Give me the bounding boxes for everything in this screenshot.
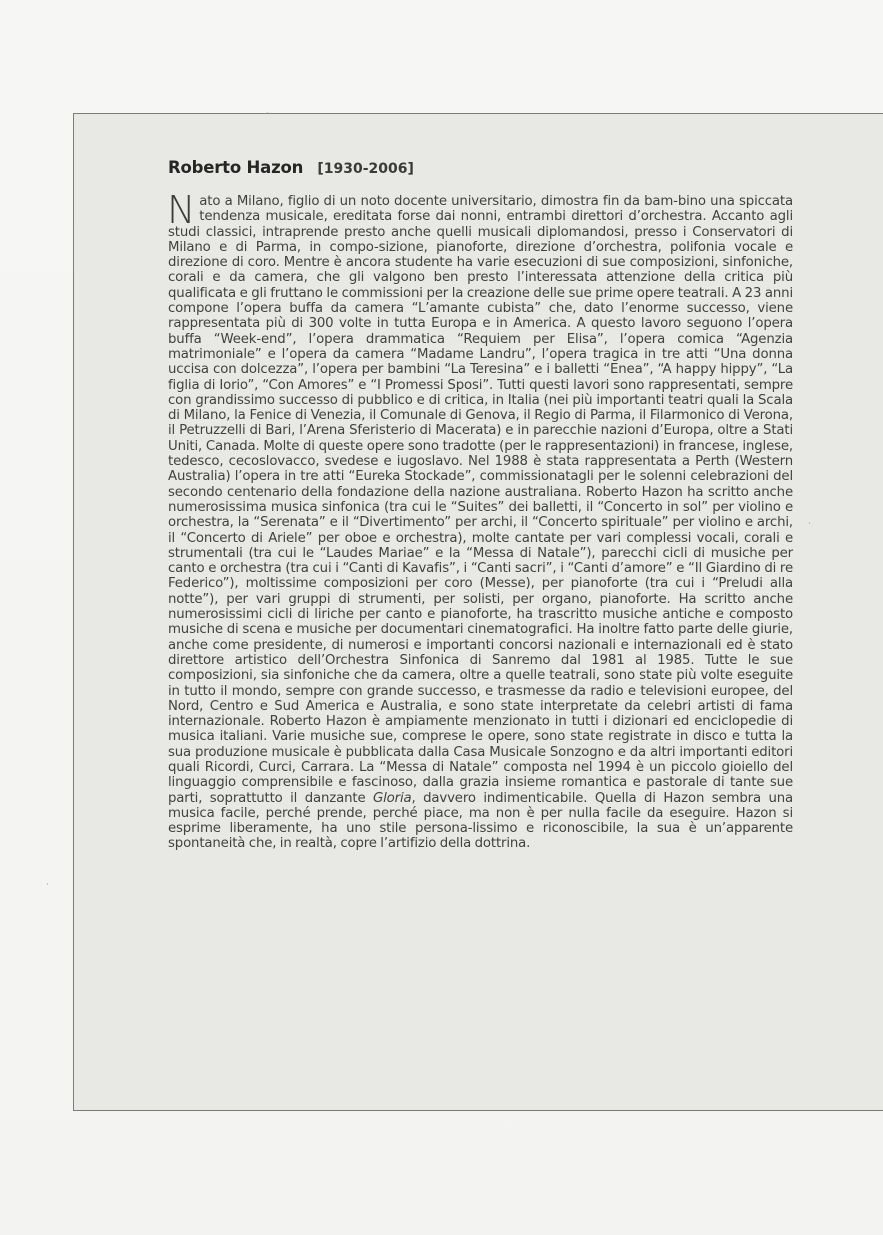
scan-speck: · [46,880,49,890]
biography-text-part-2: , davvero indimenticabile. Quella di Hazon sembra una musica facile, perché prende, perché piace, ma non è per nulla facile da eseguire. Hazon si esprime liberamente, ha uno stile persona-lissimo e riconoscibile, la sua è un’apparente spontaneità che, in realtà, copre l’artifizio della dottrina. [168,790,794,852]
biography-content [168,151,793,852]
composer-years: [1930-2006] [317,161,414,177]
biography-text-part-1: ato a Milano, figlio di un noto docente universitario, dimostra fin da bam-bino una spiccata tendenza musicale, ereditata forse dai nonni, entrambi direttori d’orchestra. Accanto agli studi classici, intraprende presto anche quelli musicali diplomandosi, presso i Conservatori di Milano e di Parma, in compo-sizione, pianoforte, direzione d’orchestra, polifonia vocale e direzione di coro. Mentre è ancora studente ha varie esecuzioni di sue composizioni, sinfoniche, corali e da camera, che gli valgono ben presto l’interessata attenzione della critica più qualificata e gli fruttano le commissioni per la creazione delle sue prime opere teatrali. A 23 anni compone l’opera buffa da camera “L’amante cubista” che, dato l’enorme successo, viene rappresentata più di 300 volte in tutta Europa e in America. A questo lavoro seguono l’opera buffa “Week-end”, l’opera drammatica “Requiem per Elisa”, l’opera comica “Agenzia matrimoniale” e l’opera da camera “Madame Landru”, l’opera tragica in tre atti “Una donna uccisa con dolcezza”, l’opera per bambini “La Teresina” e i balletti “Enea”, “A happy hippy”, “La figlia di Iorio”, “Con Amores” e “I Promessi Sposi”. Tutti questi lavori sono rappresentati, sempre con grandissimo successo di pubblico e di critica, in Italia (nei più importanti teatri quali la Scala di Milano, la Fenice di Venezia, il Comunale di Genova, il Regio di Parma, il Filarmonico di Verona, il Petruzzelli di Bari, l’Arena Sferisterio di Macerata) e in parecchie nazioni d’Europa, oltre a Stati Uniti, Canada. Molte di queste opere sono tradotte (per le rappresentazioni) in francese, inglese, tedesco, cecoslovacco, svedese e iugoslavo. Nel 1988 è stata rappresentata a Perth (Western Australia) l’opera in tre atti “Eureka Stockade”, commissionatagli per le solenni celebrazioni del secondo centenario della fondazione della nazione australiana. Roberto Hazon ha scritto anche numerosissima musica sinfonica (tra cui le “Suites” dei balletti, il “Concerto in sol” per violino e orchestra, la “Serenata” e il “Divertimento” per archi, il “Concerto spirituale” per violino e archi, il “Concerto di Ariele” per oboe e orchestra), molte cantate per vari complessi vocali, corali e strumentali (tra cui le “Laudes Mariae” e la “Messa di Natale”), parecchi cicli di musiche per canto e orchestra (tra cui i “Canti di Kavafis”, i “Canti sacri”, i “Canti d’amore” e “Il Giardino di re Federico”), moltissime composizioni per coro (Messe), per pianoforte (tra cui i “Preludi alla notte”), per vari gruppi di strumenti, per solisti, per organo, pianoforte. Ha scritto anche numerosissimi cicli di liriche per canto e pianoforte, ha trascritto musiche antiche e composto musiche di scena e musiche per documentari cinematografici. Ha inoltre fatto parte delle giurie, anche come presidente, di numerosi e importanti concorsi nazionali e internazionali ed è stato direttore artistico dell’Orchestra Sinfonica di Sanremo dal 1981 al 1985. Tutte le sue composizioni, sia sinfoniche che da camera, oltre a quelle teatrali, sono state più volte eseguite in tutto il mondo, sempre con grande successo, e trasmesse da radio e televisioni europee, del Nord, Centro e Sud America e Australia, e sono state interpretate da celebri artisti di fama internazionale. Roberto Hazon è ampiamente menzionato in tutti i dizionari ed enciclopedie di musica italiani. Varie musiche sue, comprese le opere, sono state registrate in disco e tutta la sua produzione musicale è pubblicata dalla Casa Musicale Sonzogno e da altri importanti editori quali Ricordi, Curci, Carrara. La “Messa di Natale” composta nel 1994 è un piccolo gioiello del linguaggio comprensibile e fascinoso, dalla grazia insieme romantica e pastorale di tante sue parti, soprattutto il danzante [168,194,793,806]
biography-heading [168,151,793,180]
composer-name: Roberto Hazon [168,158,304,177]
work-title-italic: Gloria [372,790,412,806]
scan-speck: · [266,109,269,119]
drop-cap: N [167,188,196,232]
scan-speck: · [808,519,811,529]
biography-text [167,188,794,852]
